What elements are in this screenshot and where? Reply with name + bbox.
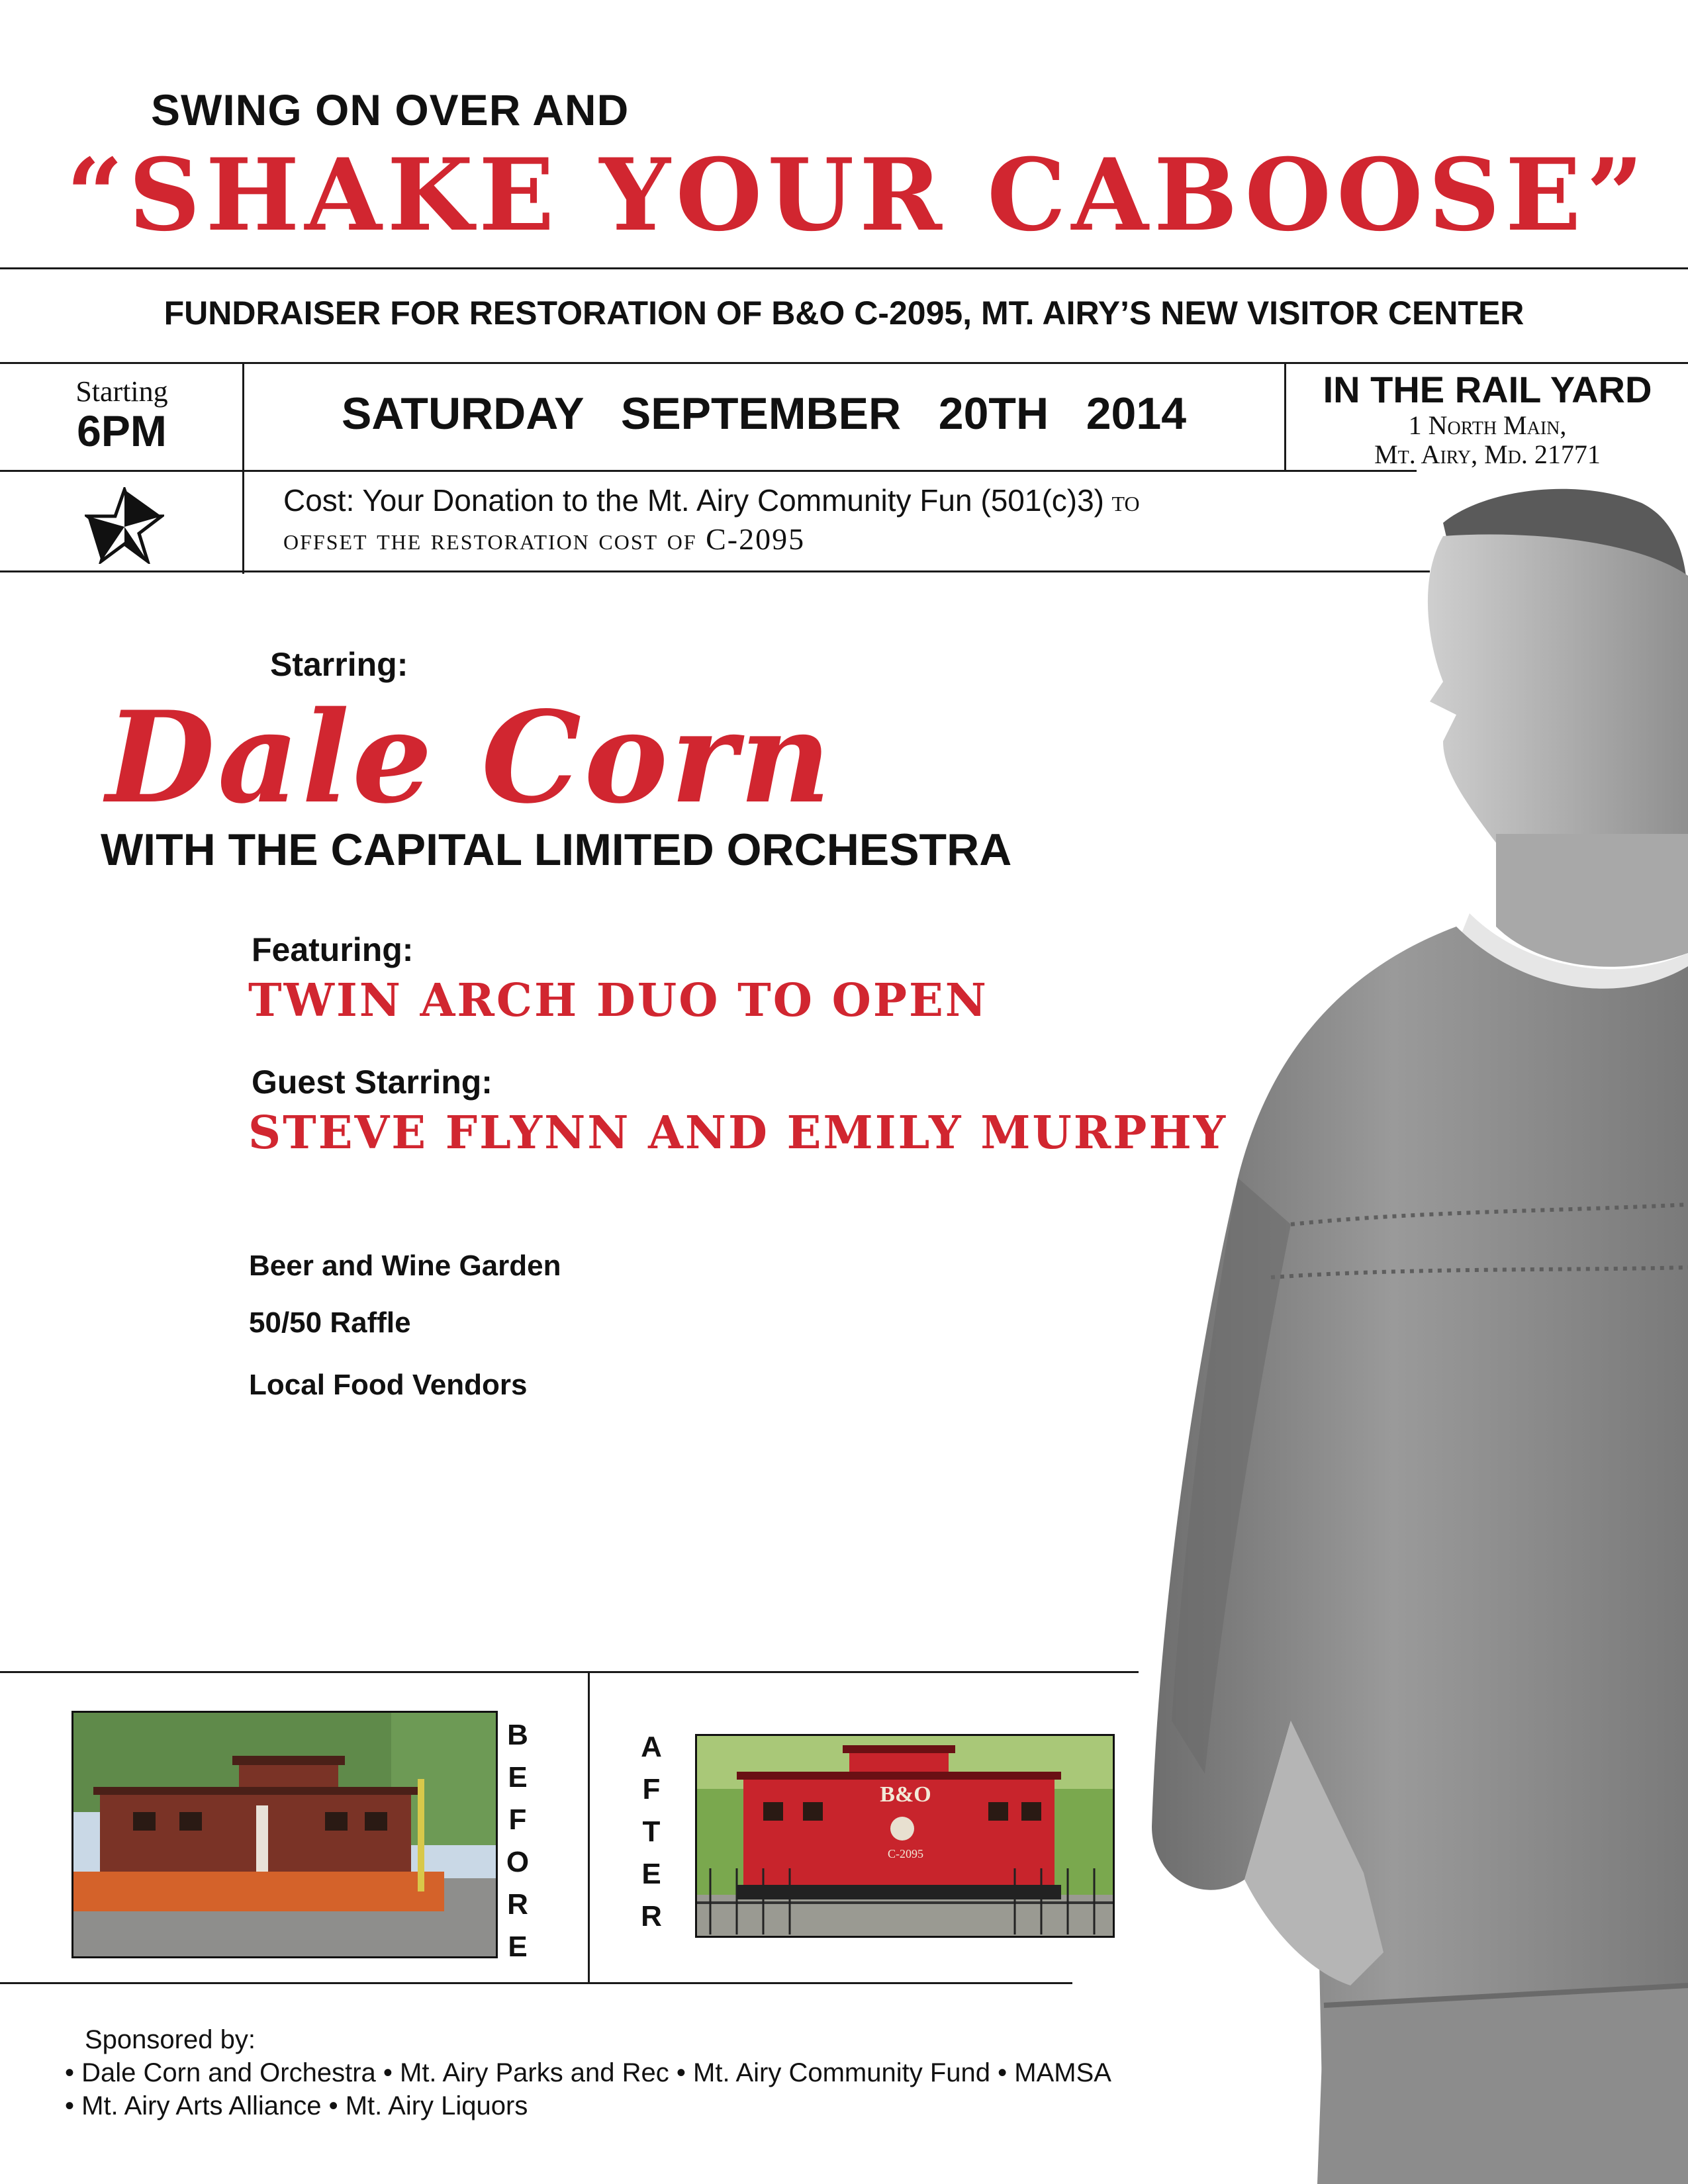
after-letter: T — [642, 1815, 661, 1848]
after-photo — [695, 1734, 1115, 1938]
starring-label: Starring: — [270, 646, 408, 683]
before-caboose-image — [73, 1713, 496, 1956]
after-letter: R — [641, 1900, 662, 1933]
time-box — [0, 371, 244, 470]
headliner-name: Dale Corn — [106, 684, 834, 831]
featuring-act: TWIN ARCH DUO TO OPEN — [248, 974, 988, 1027]
rule-photos-divider — [588, 1671, 590, 1982]
rule-v-date — [1284, 362, 1286, 471]
after-letter: A — [641, 1731, 662, 1763]
portrait-photo — [1072, 463, 1688, 2184]
before-letter: R — [507, 1888, 528, 1921]
guest-label: Guest Starring: — [252, 1064, 492, 1101]
amenity-food: Local Food Vendors — [249, 1369, 528, 1401]
before-photo — [71, 1711, 498, 1958]
after-letter: F — [642, 1773, 661, 1805]
amenity-beer-wine: Beer and Wine Garden — [249, 1250, 561, 1282]
time-label: Starting — [75, 375, 168, 408]
after-letter: E — [641, 1858, 661, 1890]
sponsors-line2: • Mt. Airy Arts Alliance • Mt. Airy Liquors — [65, 2091, 528, 2120]
rule-info-top — [0, 362, 1688, 364]
cost-line1: Cost: Your Donation to the Mt. Airy Community Fun (501(c)3) — [283, 483, 1104, 518]
location-line1: 1 North Main, — [1408, 410, 1567, 440]
before-letter: B — [507, 1719, 528, 1751]
rule-photos-bottom — [0, 1982, 1072, 1984]
before-letter: F — [508, 1803, 527, 1836]
location-line2: Mt. Airy, Md. 21771 — [1374, 439, 1601, 469]
before-letter: E — [508, 1931, 528, 1963]
header-title: “SHAKE YOUR CABOOSE” — [66, 137, 1649, 253]
before-label — [498, 1714, 538, 1968]
amenity-raffle: 50/50 Raffle — [249, 1306, 411, 1339]
location-title: IN THE RAIL YARD — [1323, 369, 1652, 410]
subtitle: FUNDRAISER FOR RESTORATION OF B&O C-2095, MT. AIRY’S NEW VISITOR CENTER — [164, 295, 1524, 332]
after-sign-text: B&O — [880, 1782, 931, 1807]
header-kicker: SWING ON OVER AND — [151, 85, 630, 134]
after-caboose-image — [697, 1736, 1113, 1936]
sponsors-label: Sponsored by: — [85, 2025, 256, 2054]
featuring-label: Featuring: — [252, 931, 414, 968]
headliner-with: WITH THE CAPITAL LIMITED ORCHESTRA — [101, 825, 1012, 875]
after-number-text: C-2095 — [888, 1847, 923, 1860]
rule-top — [0, 267, 1688, 269]
rule-photos-top — [0, 1671, 1139, 1673]
before-letter: E — [508, 1761, 528, 1794]
star-icon — [85, 487, 164, 564]
cost-line2: offset the restoration cost of C-2095 — [283, 522, 806, 556]
after-label — [632, 1726, 671, 1938]
cost-line1-to: to — [1103, 484, 1140, 518]
event-date: SATURDAY SEPTEMBER 20TH 2014 — [341, 388, 1187, 439]
guest-act: STEVE FLYNN AND EMILY MURPHY — [248, 1107, 1228, 1160]
time-value: 6PM — [77, 406, 167, 455]
location-box — [1287, 368, 1688, 469]
before-letter: O — [506, 1846, 530, 1878]
sponsors-line1: • Dale Corn and Orchestra • Mt. Airy Parks and Rec • Mt. Airy Community Fund • MAMSA — [65, 2058, 1111, 2087]
